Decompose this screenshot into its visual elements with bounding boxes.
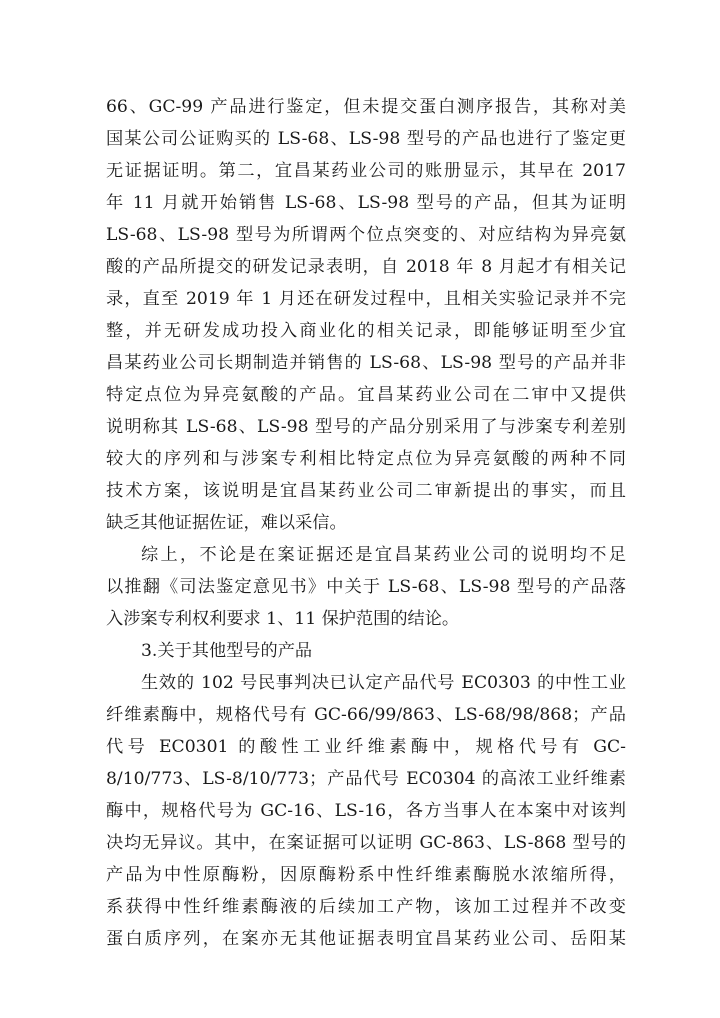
text-line: 技术方案，该说明是宜昌某药业公司二审新提出的事实，而且 [106, 481, 626, 501]
text-line: LS-68、LS-98 型号为所谓两个位点突变的、对应结构为异亮氨 [106, 225, 626, 245]
paragraph-first-line: 综上，不论是在案证据还是宜昌某药业公司的说明均不足 [141, 545, 626, 565]
text-line: 决均无异议。其中，在案证据可以证明 GC-863、LS-868 型号的 [106, 833, 626, 853]
text-line: 以推翻《司法鉴定意见书》中关于 LS-68、LS-98 型号的产品落 [106, 577, 626, 597]
text-line: 无证据证明。第二，宜昌某药业公司的账册显示，其早在 2017 [106, 161, 626, 181]
text-line: 说明称其 LS-68、LS-98 型号的产品分别采用了与涉案专利差别 [106, 417, 626, 437]
text-line: 整，并无研发成功投入商业化的相关记录，即能够证明至少宜 [106, 321, 626, 341]
text-line: 66、GC-99 产品进行鉴定，但未提交蛋白测序报告，其称对美 [106, 97, 626, 117]
text-line: 8/10/773、LS-8/10/773；产品代号 EC0304 的高浓工业纤维素 [106, 769, 626, 789]
text-line: 入涉案专利权利要求 1、11 保护范围的结论。 [106, 609, 460, 629]
paragraph-first-line: 生效的 102 号民事判决已认定产品代号 EC0303 的中性工业 [141, 673, 626, 693]
text-line: 纤维素酶中，规格代号有 GC-66/99/863、LS-68/98/868；产品 [106, 705, 626, 725]
text-line: 录，直至 2019 年 1 月还在研发过程中，且相关实验记录并不完 [106, 289, 626, 309]
text-line: 代号 EC0301 的酸性工业纤维素酶中，规格代号有 GC- [106, 737, 626, 757]
text-line: 酶中，规格代号为 GC-16、LS-16，各方当事人在本案中对该判 [106, 801, 626, 821]
text-line: 酸的产品所提交的研发记录表明，自 2018 年 8 月起才有相关记 [106, 257, 626, 277]
text-line: 蛋白质序列，在案亦无其他证据表明宜昌某药业公司、岳阳某 [106, 929, 626, 949]
body-text [106, 91, 626, 955]
text-line: 较大的序列和与涉案专利相比特定点位为异亮氨酸的两种不同 [106, 449, 626, 469]
text-line: 特定点位为异亮氨酸的产品。宜昌某药业公司在二审中又提供 [106, 385, 626, 405]
text-line: 年 11 月就开始销售 LS-68、LS-98 型号的产品，但其为证明 [106, 193, 626, 213]
text-line: 国某公司公证购买的 LS-68、LS-98 型号的产品也进行了鉴定更 [106, 129, 626, 149]
section-heading: 3.关于其他型号的产品 [141, 641, 313, 661]
text-line: 系获得中性纤维素酶液的后续加工产物，该加工过程并不改变 [106, 897, 626, 917]
text-line: 缺乏其他证据佐证，难以采信。 [106, 513, 347, 533]
text-line: 产品为中性原酶粉，因原酶粉系中性纤维素酶脱水浓缩所得， [106, 865, 626, 885]
text-line: 昌某药业公司长期制造并销售的 LS-68、LS-98 型号的产品并非 [106, 353, 626, 373]
